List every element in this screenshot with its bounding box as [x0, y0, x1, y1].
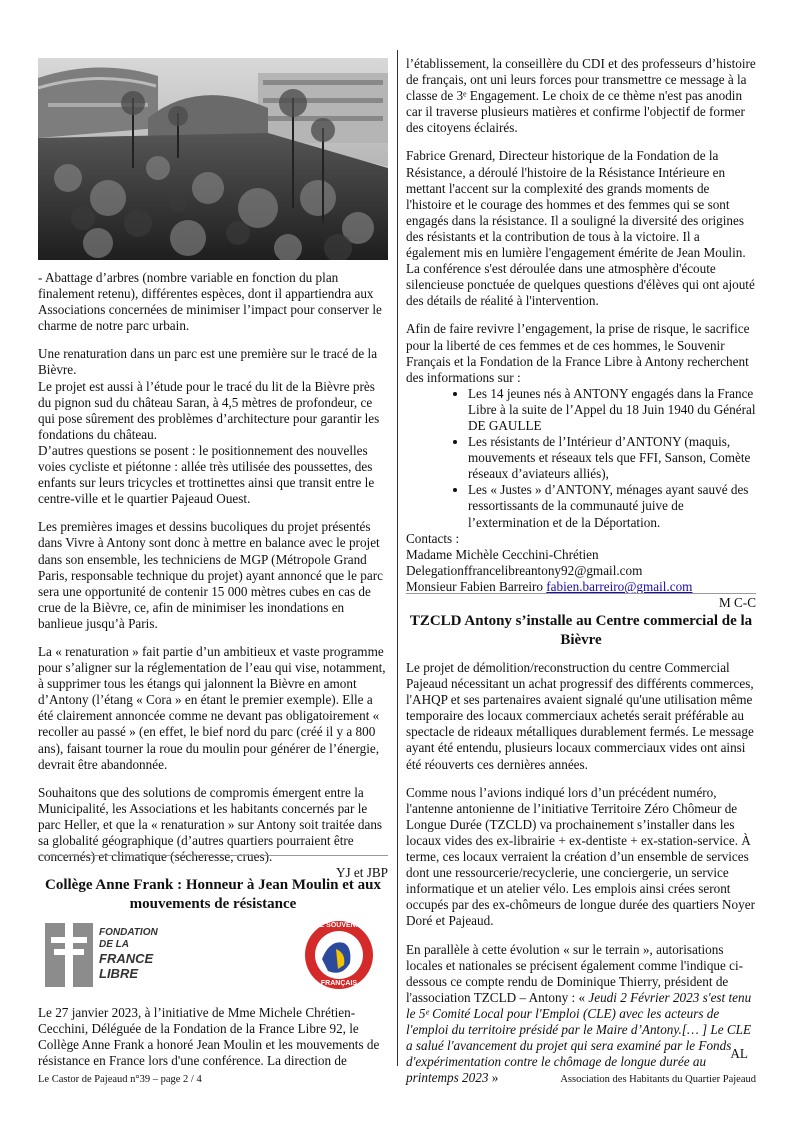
contact-3-name: Monsieur Fabien Barreiro	[406, 578, 547, 594]
contact-1: Madame Michèle Cecchini-Chrétien	[406, 546, 599, 562]
list-item: • Les résistants de l’Intérieur d’ANTONY (maquis, mouvements et réseaux tels que FFI, Sanson, Comète réseaux d’aviateurs alliés),	[468, 434, 756, 482]
renaturation-p4: La « renaturation » fait partie d’un ambitieux et vaste programme pour s’aligner sur la réglementation de l’eau qui vise, notamment, à supprimer tous les étangs qui jalonnent la Bièvre en amont d’Antony (l’étang « Cora » en étant le premier exemple). Elle a été clairement annoncée comme ne devant pas obligatoirement « recoller au passé » (en effet, le bief nord du parc (créé il y a 800 ans), faisant tourner la roue du moulin pour générer de l’énergie, devrait être abandonnée.	[38, 643, 386, 772]
college-article-p4: Afin de faire revivre l’engagement, la prise de risque, le sacrifice pour la liberté de ces femmes et de ces hommes, le Souvenir Français et la Fondation de la France Libre à Antony recherchent des informations sur :	[406, 321, 750, 385]
souvenir-francais-logo	[300, 919, 378, 991]
tzcld-p3	[406, 942, 756, 1087]
logos-row	[38, 915, 388, 995]
renaturation-p2b: Le projet est aussi à l’étude pour le tracé du lit de la Bièvre près du pignon sud du château Saran, à 4,5 mètres de profondeur, ce qui pose sûrement des problèmes d’architecture pour garantir les fondations du château.	[38, 378, 380, 442]
list-item: • Les 14 jeunes nés à ANTONY engagés dans la France Libre à la suite de l’Appel du 18 Juin 1940 du Général DE GAULLE	[468, 386, 756, 434]
logo-sf-bottom: FRANÇAIS	[320, 980, 358, 987]
research-list	[406, 386, 756, 531]
contact-2: Delegationffrancelibreantony92@gmail.com	[406, 562, 643, 578]
tzcld-p3-quote: Jeudi 2 Février 2023 s'est tenu le 5ᵉ Comité Local pour l'Emploi (CLE) avec les acteurs de l'emploi du territoire présidé par le Maire d’Antony.[… ] Le CLE a salué l'avancement du projet qui sera examiné par le Fonds d'expérimentation contre le chômage de longue durée au printemps 2023	[406, 989, 752, 1086]
signature-al: AL	[730, 1046, 748, 1061]
footer-left: Le Castor de Pajeaud n°39 – page 2 / 4	[38, 1074, 202, 1085]
renaturation-p5: Souhaitons que des solutions de compromis émergent entre la Municipalité, les Associations et les habitants concernés par le parc Heller, et que la « renaturation » sur Antony soit traitée dans sa globalité géographique (d’autres quartiers pourraient être concernés) et climatique (sécheresse, crues).	[38, 784, 383, 865]
signature-yj-jbp: YJ et JBP	[335, 865, 388, 881]
logo-ffl-line4: LIBRE	[99, 966, 138, 981]
fondation-france-libre-logo	[41, 921, 171, 989]
renaturation-p2a: Une renaturation dans un parc est une première sur le tracé de la Bièvre.	[38, 346, 378, 378]
tzcld-p3-text: En parallèle à cette évolution « sur le terrain », autorisations locales et nationales se précisent également comme l'indique ci-dessous ce compte rendu de Dominique Thierry, président de l'association TZCLD – Antony : «	[406, 941, 744, 1005]
signature-mcc: M C-C	[718, 595, 756, 610]
renaturation-intro: - Abattage d’arbres (nombre variable en fonction du plan finalement retenu), différentes espèces, dont il appartiendra aux Associations concernées de minimiser l’impact pour conserver le charme de notre parc urbain.	[38, 270, 382, 334]
renaturation-p2c: D’autres questions se posent : le positionnement des nouvelles voies cycliste et piétonne : allée très utilisée des poussettes, des enfants sur leurs tricycles et trottinettes ainsi que transit entre le centre-ville et le quartier Pajeaud Ouest.	[38, 442, 375, 507]
college-article-p3: Fabrice Grenard, Directeur historique de la Fondation de la Résistance, a déroulé l'histoire de la Résistance Intérieure en mettant l'accent sur la complexité des grands moments de l'histoire et le courage des hommes et des femmes qui se sont engagés dans la résistance. Il a souligné la diversité des origines des résistants et la contribution de tous à la victoire. Il a également mis en lumière l'engagement émérite de Jean Moulin. La conférence s'est déroulée dans une atmosphère d'écoute silencieuse ponctuée de quelques questions d'élèves qui ont ajouté des détails de réalité à l'intervention.	[406, 148, 755, 309]
garden-photo	[38, 58, 388, 260]
column-divider	[397, 50, 398, 1066]
college-article-p1: Le 27 janvier 2023, à l’initiative de Mme Michele Chrétien-Cecchini, Déléguée de la Fondation de la France Libre 92, le Collège Anne Frank a honoré Jean Moulin et les mouvements de résistance en France lors d'une conférence. La direction de	[38, 1005, 380, 1069]
article-separator	[406, 593, 756, 594]
logo-ffl-line2: DE LA	[99, 939, 129, 950]
contacts-label: Contacts :	[406, 530, 460, 546]
tzcld-p3-end: »	[488, 1070, 499, 1086]
renaturation-p3: Les premières images et dessins bucoliques du projet présentés dans Vivre à Antony sont donc à mettre en balance avec le projet dans son ensemble, les techniciens de MGP (Métropole Grand Paris, responsable technique du projet) ayant annoncé que le parc sera une opportunité de contenir 15 000 mètres cubes en cas de crue de la Bièvre, ce, afin de minimiser les inondations en banlieue jusqu’à Paris.	[38, 519, 383, 631]
article-title-tzcld: TZCLD Antony s’installe au Centre commercial de la Bièvre	[409, 613, 753, 648]
college-article-p2: l’établissement, la conseillère du CDI et des professeurs d’histoire de français, ont uni leurs forces pour transmettre ce message à la classe de 3ᵉ Engagement. Le choix de ce thème n'est pas anodin car il traverse plusieurs matières et confirme l'objectif de former des citoyens éclairés.	[406, 56, 756, 136]
footer-right: Association des Habitants du Quartier Pajeaud	[560, 1074, 756, 1085]
article-separator	[38, 855, 388, 856]
logo-ffl-line1: FONDATION	[99, 927, 158, 938]
tzcld-p2: Comme nous l’avions indiqué lors d’un précédent numéro, l'antenne antonienne de l’initiative Territoire Zéro Chômeur de Longue Durée (TZCLD) va prochainement s’installer dans les locaux vides des ex-librairie + ex-dentiste + ex-station-service. À terme, ces locaux verraient la création d’un ensemble de services dont une ressourcerie/recyclerie, une conciergerie, un service informatique et un atelier vélo. Les emplois ainsi crées seront occupés par des ex-chômeurs de longue durée des quartiers Noyer Doré et Pajeaud.	[406, 784, 755, 929]
logo-ffl-line3: FRANCE	[99, 951, 154, 966]
contact-3-email-link[interactable]: fabien.barreiro@gmail.com	[546, 578, 693, 594]
article-title-college: Collège Anne Frank : Honneur à Jean Moulin et aux mouvements de résistance	[45, 877, 381, 912]
tzcld-p1: Le projet de démolition/reconstruction du centre Commercial Pajeaud nécessitant un achat progressif des différents commerces, l'AHQP et ses partenaires avaient signalé qu'une utilisation même temporaire des locaux commerciaux achetés serait préférable au spectacle de rideaux métalliques durablement fermés. Le message ayant été entendu, plusieurs locaux commerciaux vides ont ainsi été réouverts ces dernières années.	[406, 660, 754, 772]
list-item: • Les « Justes » d’ANTONY, ménages ayant sauvé des ressortissants de la communauté juive de l’extermination et de la Déportation.	[468, 482, 756, 530]
logo-sf-top: LE SOUVENIR	[315, 922, 363, 929]
